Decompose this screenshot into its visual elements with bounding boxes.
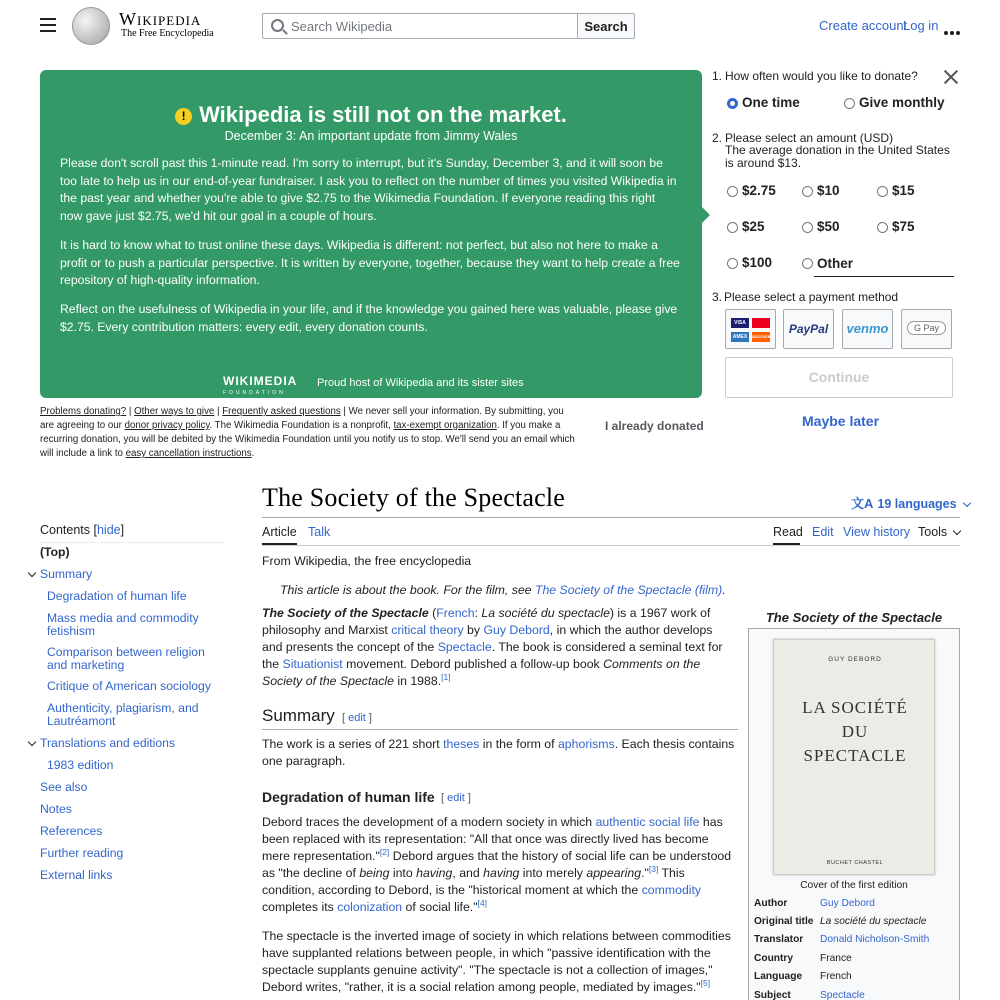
more-options-icon[interactable] [944,23,962,38]
visa-icon: VISA [731,318,749,328]
cover-title [774,696,936,768]
donation-form [710,68,962,448]
banner-paragraph: Please don't scroll past this 1-minute read. I'm sorry to interrupt, but it's Sunday, December 3, and it will soon be too late to help us in our end-of-year fundraiser. I ask you to reflect on the number of times you visited Wikipedia in the past year and whether you're able to give $2.75 to the Wikimedia Foundation. If everyone reading this right now gave just $2.75, we'd hit our goal in a couple of hours. [60,156,677,223]
infobox [748,628,960,1000]
other-amount-input[interactable]: Other [817,256,854,271]
commodity-link[interactable]: commodity [641,883,702,897]
step-number: 1. [712,69,723,83]
faq-link[interactable]: Frequently asked questions [222,406,341,417]
body-text: . Each thesis contains one paragraph. [262,737,735,768]
section-divider [262,729,738,730]
discover-icon: DISCOVER [752,332,770,342]
banner-pointer-arrow [702,207,710,223]
infobox-value-link[interactable]: Donald Nicholson-Smith [820,934,930,945]
tab-view-history[interactable]: View history [843,525,911,539]
cover-title-line: DU [841,722,869,741]
google-pay-icon: G Pay [907,321,946,335]
site-subtitle: From Wikipedia, the free encyclopedia [262,554,472,568]
other-amount-underline [814,276,954,277]
tab-edit[interactable]: Edit [812,525,834,539]
tab-article[interactable]: Article [262,525,297,539]
amount-label[interactable]: $25 [742,219,765,234]
toc-hide-link[interactable]: hide [96,523,121,537]
spectacle-link[interactable]: Spectacle [437,640,492,654]
hatnote [280,582,726,599]
infobox-label: Original title [754,916,814,927]
create-account-link[interactable]: Create account [819,18,908,33]
toc-item-translations[interactable]: Translations and editions [40,736,176,750]
amount-radio[interactable] [802,222,813,233]
toc-item-1983-edition[interactable]: 1983 edition [47,758,114,772]
monthly-radio[interactable] [844,98,855,109]
edit-degradation-link[interactable]: edit [447,792,465,804]
payment-question: Please select a payment method [724,290,899,304]
situationist-link[interactable]: Situationist [282,657,343,671]
wikipedia-tagline: The Free Encyclopedia [121,28,214,39]
average-donation-note: The average donation in the United States is around $13. [725,143,950,170]
hatnote-text: This article is about the book. For the film, see [280,583,535,597]
citation-link[interactable]: [1] [441,672,451,682]
citation-link[interactable]: [2] [379,847,390,857]
wikipedia-globe-logo[interactable] [72,7,110,45]
citation-link[interactable]: [3] [648,864,659,874]
footer-text: | We never sell your information. By submitting, you are agreeing to our [40,406,564,431]
degradation-paragraph-2: The spectacle is the inverted image of society in which relations between commodities have supplanted relations between people, in which "passive identification with the spectacle supplants genuine activity". "The spectacle is not a collection of images," Debord writes, "rather, it is a social relation among people, mediated by images."[5] [262,929,731,994]
cover-publisher: BUCHET CHASTEL [826,860,884,866]
step-number: 3. [712,290,723,304]
search-box [262,13,578,39]
amount-radio[interactable] [727,258,738,269]
monthly-label[interactable]: Give monthly [859,95,945,110]
language-count: 19 languages [877,497,957,511]
toc-item-sociology[interactable]: Critique of American sociology [47,679,211,693]
infobox-value: France [820,953,852,964]
colonization-link[interactable]: colonization [337,900,403,914]
amount-label[interactable]: $15 [892,183,915,198]
toc-item-further-reading[interactable]: Further reading [40,846,124,860]
banner-subhead: December 3: An important update from Jimmy Wales [224,129,518,143]
info-icon: ! [175,108,192,125]
venmo-button[interactable]: venmo [842,309,893,349]
amount-question: Please select an amount (USD) [725,131,894,145]
amount-radio[interactable] [802,186,813,197]
french-link[interactable]: French [436,606,475,620]
aphorisms-link[interactable]: aphorisms [557,737,615,751]
infobox-label: Author [754,898,788,909]
lead-paragraph: The Society of the Spectacle (French: La société du spectacle) is a 1967 work of philosophy and Marxist critical theory by Guy Debord, in which the author develops and presents the concept of the Spectacle. The book is considered a seminal text for the Situationist movement. Debord published a follow-up book Comments on the Society of the Spectacle in 1988.[1] [262,606,723,688]
step-number: 2. [712,131,723,145]
infobox-label: Subject [754,990,791,1000]
other-amount-radio[interactable] [802,258,813,269]
chevron-down-icon [962,499,970,507]
footer-text: . The Wikimedia Foundation is a nonprofit, [209,420,394,431]
toc-item-authenticity[interactable]: Authenticity, plagiarism, and Lautréamont [47,701,199,728]
infobox-value-link[interactable]: Guy Debord [820,898,875,909]
banner-host-text: Proud host of Wikipedia and its sister sites [317,377,524,389]
footer-text: . [251,448,255,459]
wikimedia-foundation-logo [223,375,297,399]
authentic-social-life-link[interactable]: authentic social life [595,815,700,829]
banner-paragraph: It is hard to know what to trust online these days. Wikipedia is different: not perfect, but also not here to make a profit or to push a particular perspective. It is written by everyone, together, because they want to help create a free repository of high-quality information. [60,238,680,287]
close-icon[interactable] [944,70,958,84]
amount-label[interactable]: $50 [817,219,840,234]
banner-headline [40,102,702,128]
section-edit: [ edit ] [441,792,471,804]
theses-link[interactable]: theses [443,737,480,751]
toc-item-notes[interactable]: Notes [40,802,72,816]
google-pay-button[interactable] [901,309,952,349]
banner-headline-text: Wikipedia is still not on the market. [199,102,567,127]
summary-paragraph [262,736,738,770]
credit-card-button[interactable] [725,309,776,349]
cancellation-link[interactable]: easy cancellation instructions [125,448,252,459]
toc-item-degradation[interactable]: Degradation of human life [47,589,187,603]
toc-expand-icon[interactable] [28,569,36,577]
tools-label: Tools [918,525,948,539]
paypal-button[interactable]: PayPal [783,309,834,349]
critical-theory-link[interactable]: critical theory [391,623,464,637]
site-header [0,0,1000,52]
citation-link[interactable]: [4] [477,898,488,908]
toc-item-mass-media[interactable]: Mass media and commodity fetishism [47,611,199,638]
continue-button[interactable]: Continue [725,357,953,398]
toc-expand-icon[interactable] [28,738,36,746]
translate-icon: 文A [851,496,874,511]
log-in-link[interactable]: Log in [903,18,939,33]
cover-title-line: SPECTACLE [803,746,907,765]
wikipedia-wordmark[interactable]: Wikipedia [119,9,202,29]
amount-label[interactable]: $2.75 [742,183,776,198]
book-cover-image[interactable] [773,639,935,875]
tab-talk[interactable]: Talk [308,525,331,539]
amount-radio[interactable] [727,222,738,233]
hatnote-film-link[interactable]: The Society of the Spectacle (film) [534,583,723,597]
amount-radio[interactable] [727,186,738,197]
search-input[interactable] [291,14,571,38]
amount-label[interactable]: $10 [817,183,840,198]
search-icon [271,19,284,32]
toc-header: Contents [hide] [40,523,125,537]
footer-text: . If you make a recurring donation, you will be debited by the Wikimedia Foundation until you notify us to stop. We'll send you an email which will include a link to [40,420,575,459]
maybe-later-button[interactable]: Maybe later [802,413,880,429]
infobox-label: Language [754,971,803,982]
toc-item-external-links[interactable]: External links [40,868,113,882]
toc-divider [40,542,224,543]
toc-title: Contents [40,523,91,537]
fundraising-banner [40,70,702,398]
toc-item-see-also[interactable]: See also [40,780,88,794]
frequency-question: How often would you like to donate? [725,69,918,83]
infobox-label: Country [754,953,794,964]
title-divider [262,517,960,518]
degradation-paragraph: Debord traces the development of a modern society in which authentic social life has been replaced with its representation: "All that once was directly lived has become mere representation."[2] Debord argues that the history of social life can be understood as "the decline of being into having, and having into merely appearing."[3] This condition, according to Debord, is the "historical moment at which the commodity completes its colonization of social life."[4] [262,815,732,914]
citation-link[interactable]: [5] [700,978,711,988]
amex-icon: AMEX [732,334,748,340]
toc-item-top[interactable]: (Top) [40,545,70,559]
infobox-value: French [820,971,852,982]
section-heading-summary: Summary [262,706,335,725]
cover-caption: Cover of the first edition [800,880,908,891]
guy-debord-link[interactable]: Guy Debord [483,623,550,637]
donor-privacy-link[interactable]: donor privacy policy [124,420,210,431]
section-heading-degradation: Degradation of human life [262,789,435,805]
one-time-radio[interactable] [727,98,738,109]
body-text: The work is a series of 221 short [262,737,444,751]
tools-menu[interactable] [918,525,960,539]
problems-donating-link[interactable]: Problems donating? [40,406,127,417]
amount-radio[interactable] [877,186,888,197]
toc-item-summary[interactable]: Summary [40,567,93,581]
banner-footer-text: Problems donating? | Other ways to give | Frequently asked questions | We never sell your information. By submitting, you are agreeing to our donor privacy policy. The Wikimedia Foundation is a nonprofit, tax-exempt organization. If you make a recurring donation, you will be debited by the Wikimedia Foundation until you notify us to stop. We'll send you an email which will include a link to easy cancellation instructions. [40,406,575,459]
wmf-logo-subtext: FOUNDATION [223,390,286,396]
tax-exempt-link[interactable]: tax-exempt organization [393,420,497,431]
mastercard-icon [752,318,770,328]
one-time-label[interactable]: One time [742,95,800,110]
other-ways-link[interactable]: Other ways to give [134,406,215,417]
wmf-logo-text: WIKIMEDIA [223,374,298,388]
hatnote-text: . [722,583,726,597]
language-selector[interactable] [851,493,970,512]
section-edit: [ edit ] [342,712,372,724]
toc-item-religion[interactable]: Comparison between religion and marketing [47,645,205,672]
page-title: The Society of the Spectacle [262,483,566,512]
cover-title-line: LA SOCIÉTÉ [802,698,908,717]
infobox-label: Translator [754,934,804,945]
body-text: in the form of [479,737,558,751]
already-donated-button[interactable]: I already donated [605,419,704,433]
search-button[interactable]: Search [577,13,635,39]
amount-label[interactable]: $75 [892,219,915,234]
main-menu-icon[interactable] [40,18,56,32]
edit-summary-link[interactable]: edit [348,712,366,724]
tabs-divider [262,545,960,546]
cover-author: GUY DEBORD [828,656,882,663]
infobox-title: The Society of the Spectacle [765,610,943,625]
chevron-down-icon [953,527,961,535]
infobox-value-link[interactable]: Spectacle [820,990,865,1000]
amount-radio[interactable] [877,222,888,233]
tab-read[interactable]: Read [773,525,803,539]
banner-paragraph: Reflect on the usefulness of Wikipedia in your life, and if the knowledge you gained here was valuable, please give $2.75. Every contribution matters: every edit, every donation counts. [60,302,678,334]
amount-label[interactable]: $100 [742,255,773,270]
infobox-value: La société du spectacle [820,916,927,927]
toc-item-references[interactable]: References [40,824,103,838]
